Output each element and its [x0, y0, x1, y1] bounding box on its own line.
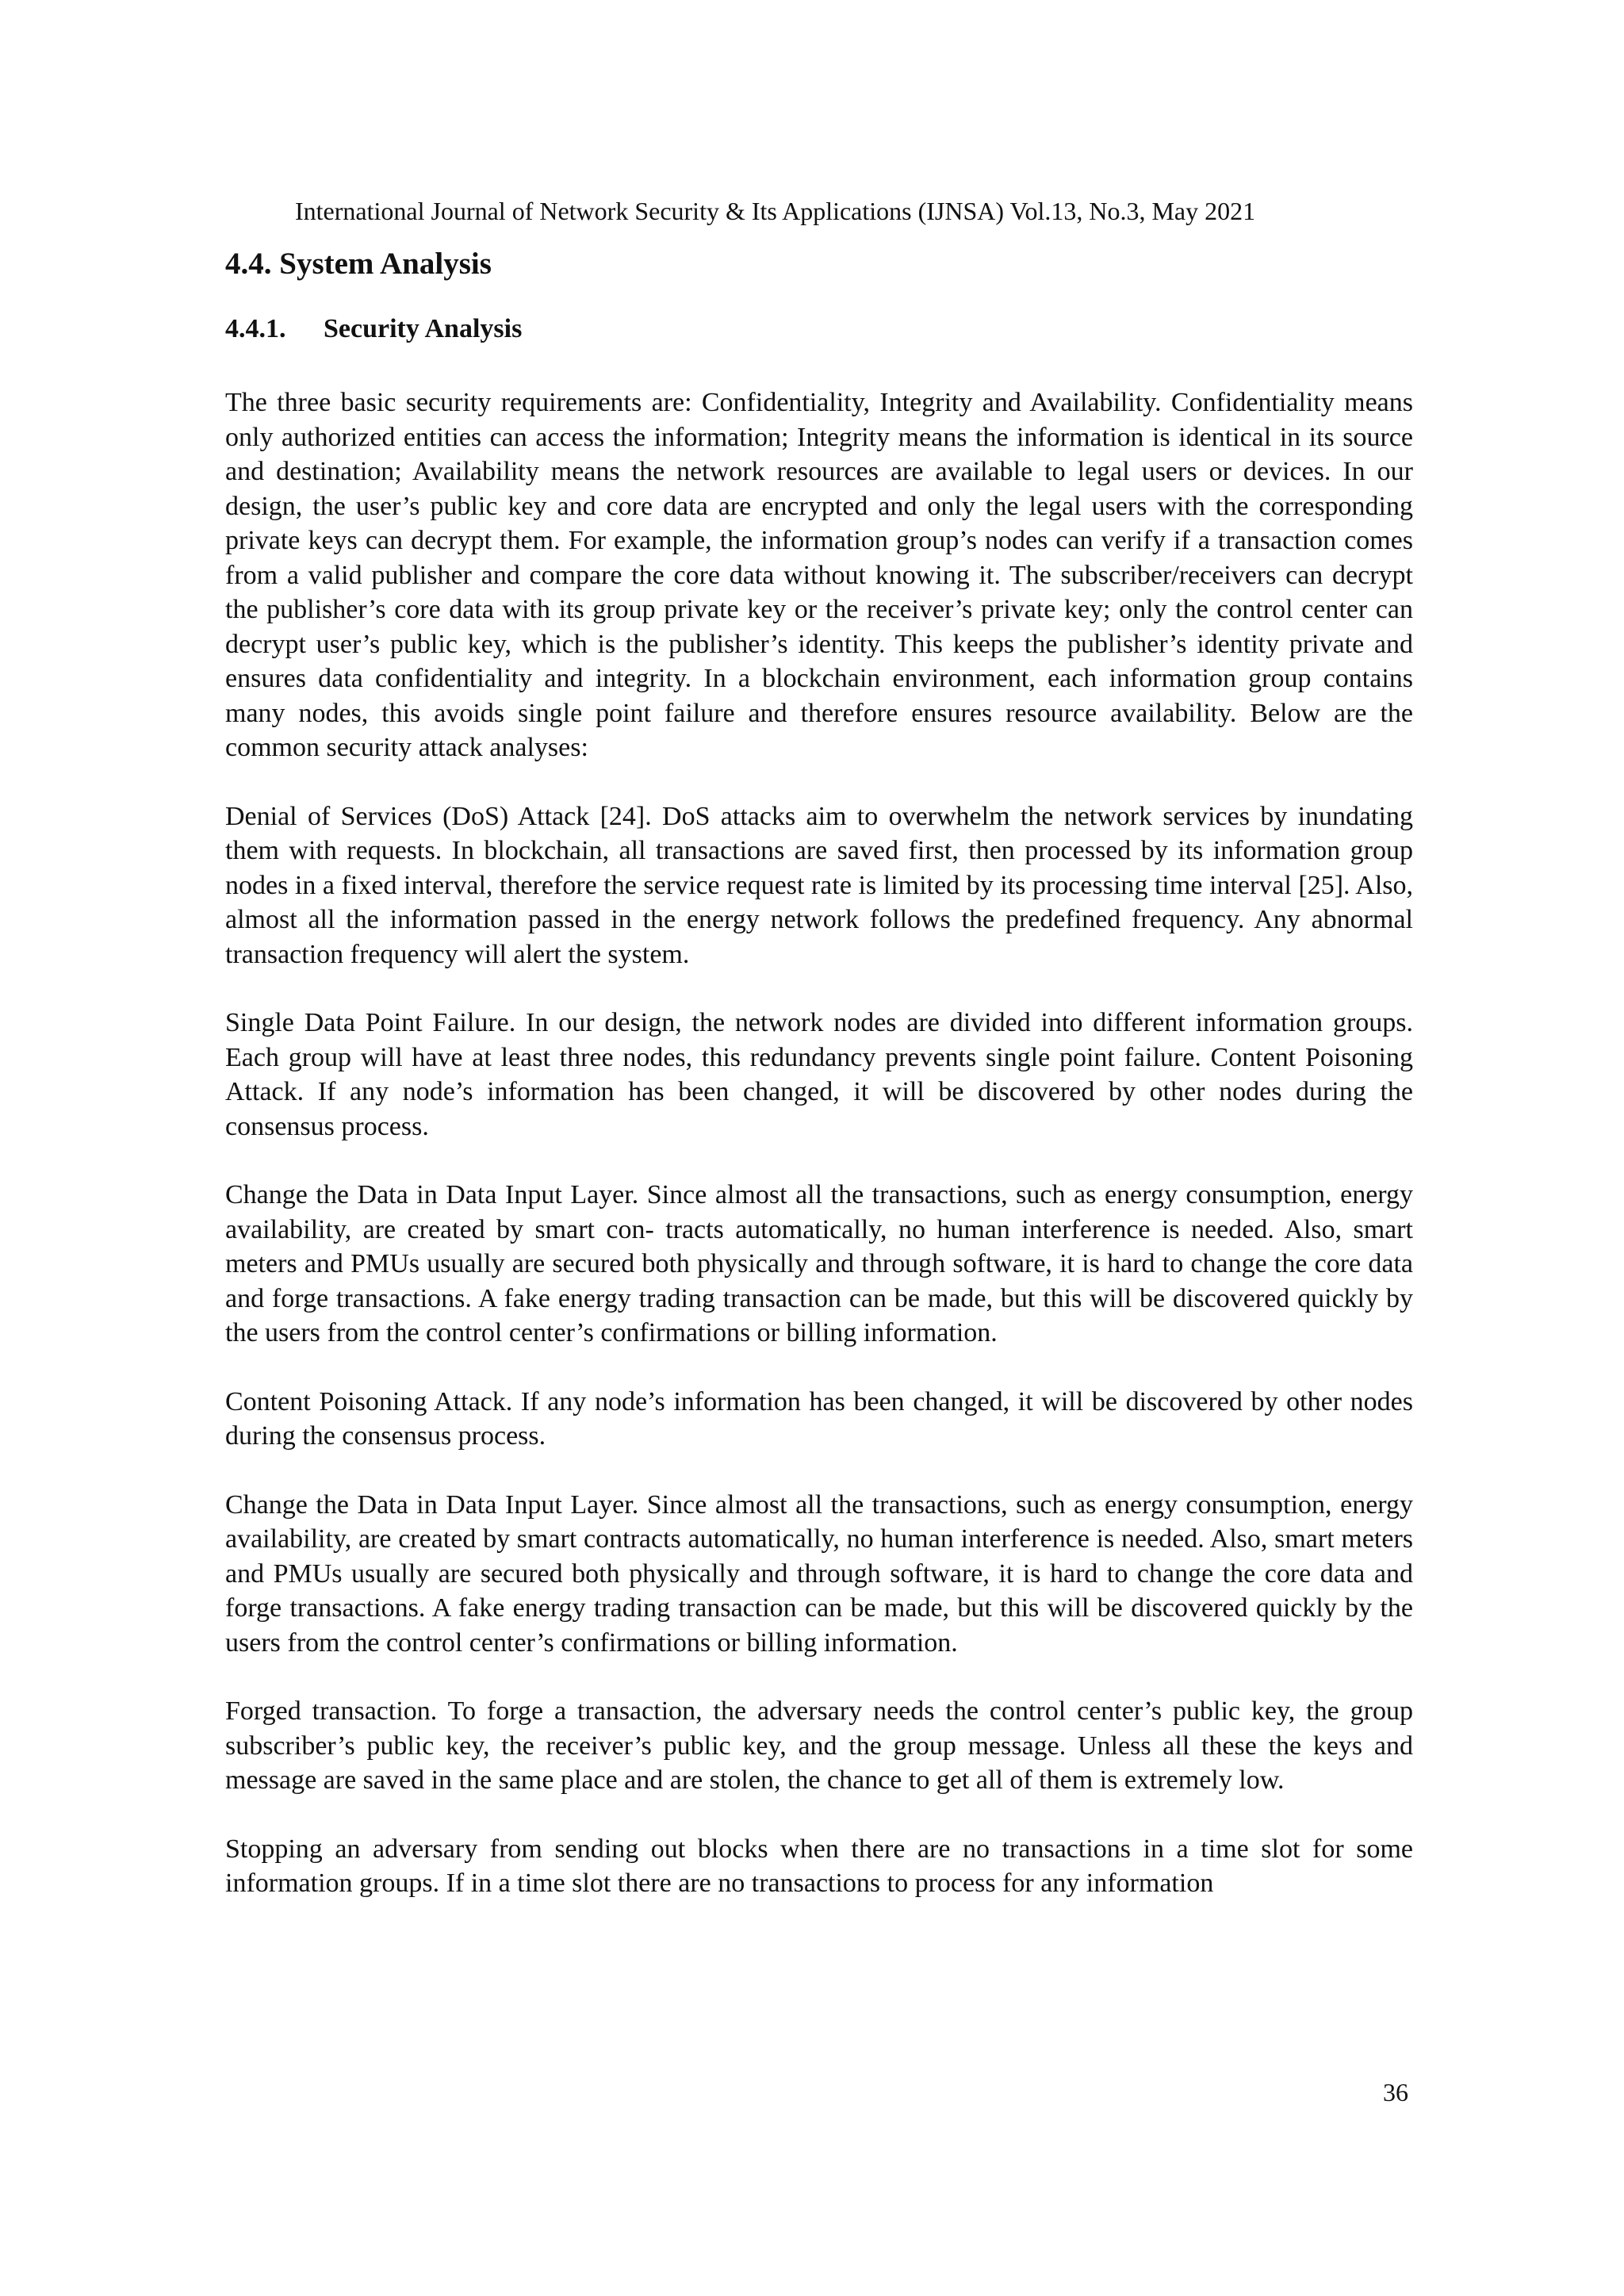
- running-header: International Journal of Network Security & Its Applications (IJNSA) Vol.13, No.3, May 2021: [295, 197, 1256, 225]
- page-body: [225, 246, 1413, 1935]
- paragraph-single-point-failure: Single Data Point Failure. In our design, the network nodes are divided into different information groups. Each group will have at least three nodes, this redundancy prevents single point failure. Content Poisoning Attack. If any node’s information has been changed, it will be discovered by other nodes during the consensus process.: [225, 1008, 1413, 1141]
- page-number: 36: [1383, 2078, 1408, 2106]
- subsection-number: 4.4.1.: [225, 314, 286, 343]
- paragraph-forged-transaction: Forged transaction. To forge a transaction, the adversary needs the control center’s public key, the group subscriber’s public key, the receiver’s public key, and the group message. Unless all these the keys and message are saved in the same place and are stolen, the chance to get all of them is extremely low.: [225, 1696, 1413, 1795]
- paragraph-stopping-adversary: Stopping an adversary from sending out blocks when there are no transactions in a time slot for some information groups. If in a time slot there are no transactions to process for any information: [225, 1834, 1413, 1898]
- subsection-title: Security Analysis: [324, 314, 523, 343]
- paragraph-change-data-input-2: Change the Data in Data Input Layer. Since almost all the transactions, such as energy consumption, energy availability, are created by smart contracts automatically, no human interference is needed. Also, smart meters and PMUs usually are secured both physically and through software, it is hard to change the core data and forge transactions. A fake energy trading transaction can be made, but this will be discovered quickly by the users from the control center’s confirmations or billing information.: [225, 1489, 1413, 1658]
- paragraph-dos-attack: Denial of Services (DoS) Attack [24]. DoS attacks aim to overwhelm the network services by inundating them with requests. In blockchain, all transactions are saved first, then processed by its information group nodes in a fixed interval, therefore the service request rate is limited by its processing time interval [25]. Also, almost all the information passed in the energy network follows the predefined frequency. Any abnormal transaction frequency will alert the system.: [225, 801, 1413, 969]
- paragraph-security-requirements: The three basic security requirements are: Confidentiality, Integrity and Availability. Confidentiality means only authorized entities can access the information; Integrity means the information is identical in its source and destination; Availability means the network resources are available to legal users or devices. In our design, the user’s public key and core data are encrypted and only the legal users with the corresponding private keys can decrypt them. For example, the information group’s nodes can verify if a transaction comes from a valid publisher and compare the core data without knowing it. The subscriber/receivers can decrypt the publisher’s core data with its group private key or the receiver’s private key; only the control center can decrypt user’s public key, which is the publisher’s identity. This keeps the publisher’s identity private and ensures data confidentiality and integrity. In a blockchain environment, each information group contains many nodes, this avoids single point failure and therefore ensures resource availability. Below are the common security attack analyses:: [225, 388, 1413, 762]
- paragraph-change-data-input-1: Change the Data in Data Input Layer. Since almost all the transactions, such as energy consumption, energy availability, are created by smart con- tracts automatically, no human interference is needed. Also, smart meters and PMUs usually are secured both physically and through software, it is hard to change the core data and forge transactions. A fake energy trading transaction can be made, but this will be discovered quickly by the users from the control center’s confirmations or billing information.: [225, 1180, 1413, 1347]
- section-title: 4.4. System Analysis: [225, 247, 492, 281]
- subsection-heading: [225, 312, 1413, 346]
- paragraph-content-poisoning: Content Poisoning Attack. If any node’s information has been changed, it will be discovered by other nodes during the consensus process.: [225, 1386, 1413, 1451]
